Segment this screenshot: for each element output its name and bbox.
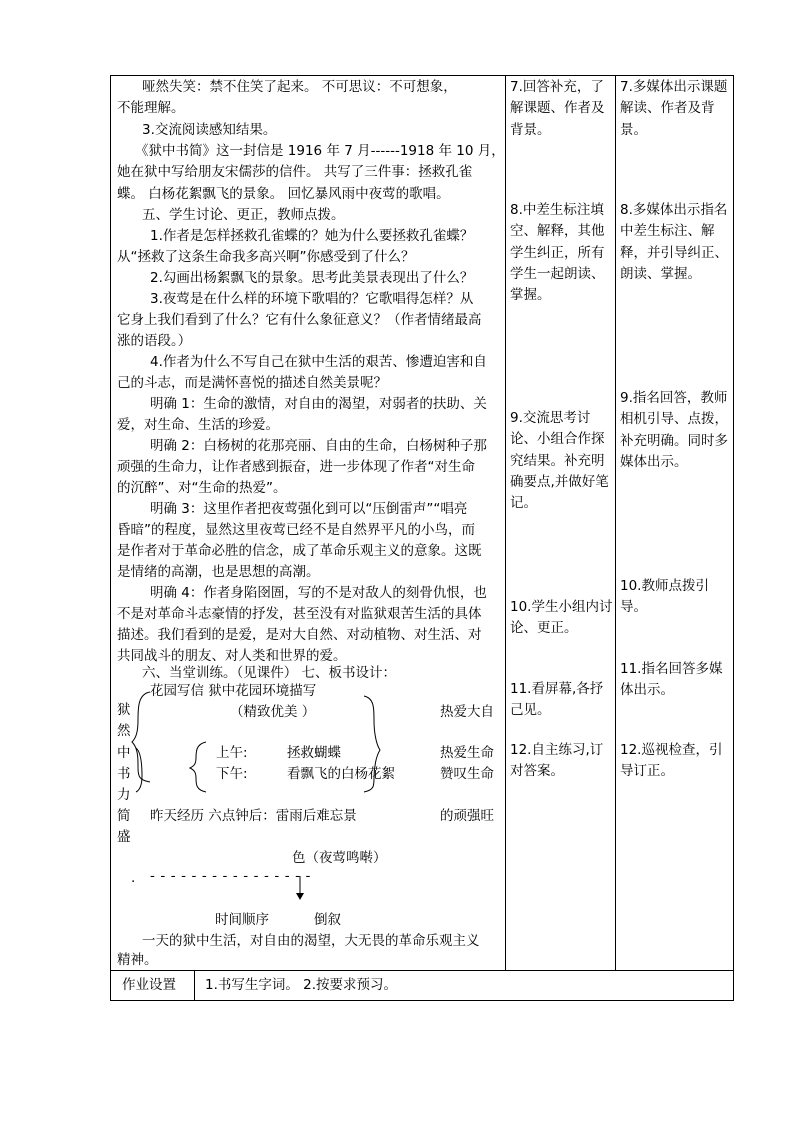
board-theme: 热爱生命 [440,745,494,761]
main-paragraph: 六、当堂训练。（见课件） 七、板书设计： [142,665,397,681]
main-paragraph: 明确 3：这里作者把夜莺强化到可以“压倒雷声”“唱亮 [150,501,468,517]
main-paragraph: 1.作者是怎样拯救孔雀蝶的？她为什么要拯救孔雀蝶？ [150,228,474,244]
homework-content: 1.书写生字词。 2.按要求预习。 [205,977,398,993]
teacher-activity-12: 12.巡视检查，引导订正。 [620,742,723,780]
column-divider-2 [615,75,616,971]
main-paragraph: 是作者对于革命必胜的信念，成了革命乐观主义的意象。这既 [117,543,482,559]
board-title-char: 力 [117,787,131,803]
teacher-activity-7: 7.多媒体出示课题解读、作者及背景。 [620,79,728,138]
homework-label: 作业设置 [122,977,176,993]
main-paragraph: 涨的语段。） [117,333,192,349]
table-border-right [733,75,734,1001]
footer-divider [194,970,195,1001]
table-border-bottom [110,1000,734,1001]
student-activity-10: 10.学生小组内讨论、更正。 [510,599,613,637]
board-flashback: 倒叙 [314,912,341,928]
board-top-line: 花园写信 狱中花园环境描写 [150,683,317,699]
main-paragraph: 蝶。 白杨花絮飘飞的景象。 回忆暴风雨中夜莺的歌唱。 [117,186,450,202]
teacher-activity-9: 9.指名回答，教师相机引导、点拨，补充明确。同时多媒体出示。 [620,390,728,470]
student-activity-12: 12.自主练习,订对答案。 [510,742,604,780]
teacher-activity-10: 10.教师点拨引导。 [620,578,709,616]
board-title-char: 书 [117,766,131,782]
main-paragraph: 描述。我们看到的是爱，是对大自然、对动植物、对生活、对 [117,627,482,643]
board-brackets [110,680,505,910]
board-title-char: 盛 [117,829,131,845]
main-paragraph: 是情绪的高潮，也是思想的高潮。 [117,564,320,580]
board-title-char: 狱 [117,702,131,718]
student-activity-9: 9.交流思考讨论、小组合作探究结果。补充明确要点,并做好笔记。 [510,410,609,512]
main-paragraph: 五、学生讨论、更正，教师点拨。 [142,207,345,223]
table-row-divider [110,970,734,971]
board-evening: 昨天经历 六点钟后：雷雨后难忘景 [150,808,357,824]
main-paragraph: 哑然失笑：禁不住笑了起来。 不可思议：不可想象， [142,79,457,95]
board-summary: 精神。 [117,952,158,968]
main-paragraph: 2.勾画出杨絮飘飞的景象。思考此美景表现出了什么？ [150,270,474,286]
board-title-char: 简 [117,808,131,824]
board-theme: 热爱大自 [440,704,494,720]
teacher-activity-8: 8.多媒体出示指名中差生标注、解释，并引导纠正、朗读、掌握。 [620,202,728,282]
board-am-label: 上午: [216,745,248,761]
main-paragraph: 明确 2：白杨树的花那亮丽、自由的生命，白杨树种子那 [150,438,487,454]
board-title-char: 中 [117,745,131,761]
board-theme: 赞叹生命 [440,766,494,782]
main-paragraph: 它身上我们看到了什么？它有什么象征意义？（作者情绪最高 [117,312,482,328]
main-paragraph: 顽强的生命力，让作者感到振奋，进一步体现了作者“对生命 [117,459,475,475]
main-paragraph: 4.作者为什么不写自己在狱中生活的艰苦、惨遭迫害和自 [150,354,487,370]
board-pm-event: 看飘飞的白杨花絮 [287,766,395,782]
board-color-line: 色（夜莺鸣啭） [292,850,387,866]
main-paragraph: 3.交流阅读感知结果。 [142,122,277,138]
table-border-top [110,75,734,76]
main-paragraph: 《狱中书简》这一封信是 1916 年 7 月------1918 年 10 月， [135,143,505,159]
main-paragraph: 她在狱中写给朋友宋儒莎的信件。 共写了三件事：拯救孔雀 [117,164,473,180]
board-pm-label: 下午: [216,766,248,782]
main-paragraph: 昏暗”的程度，显然这里夜莺已经不是自然界平凡的小鸟，而 [117,522,475,538]
student-activity-8: 8.中差生标注填空、解释，其他学生纠正，所有学生一起朗读、掌握。 [510,202,605,304]
board-order: 时间顺序 [215,912,269,928]
main-paragraph: 3.夜莺是在什么样的环境下歌唱的？它歌唱得怎样？从 [150,291,474,307]
board-am-event: 拯救蝴蝶 [287,745,341,761]
main-paragraph: 不能理解。 [117,100,185,116]
main-paragraph: 明确 1：生命的激情，对自由的渴望，对弱者的扶助、关 [150,396,487,412]
main-paragraph: 不是对革命斗志豪情的抒发，甚至没有对监狱艰苦生活的具体 [117,606,482,622]
board-subtitle: （精致优美 ） [230,704,316,720]
board-title-char: 然 [117,723,131,739]
column-divider-1 [505,75,506,971]
board-theme: 的顽强旺 [440,808,494,824]
main-paragraph: 爱，对生命、生活的珍爱。 [117,417,279,433]
main-paragraph: 己的斗志，而是满怀喜悦的描述自然美景呢？ [117,375,387,391]
main-paragraph: 共同战斗的朋友、对人类和世界的爱。 [117,648,347,664]
student-activity-11: 11.看屏幕,各抒己见。 [510,681,604,719]
student-activity-7: 7.回答补充，了解课题、作者及背景。 [510,79,605,138]
main-paragraph: 的沉醉”、对“生命的热爱”。 [117,480,287,496]
board-summary: 一天的狱中生活，对自由的渴望，大无畏的革命乐观主义 [142,933,480,949]
teacher-activity-11: 11.指名回答多媒体出示。 [620,661,723,699]
main-paragraph: 明确 4：作者身陷囹圄，写的不是对敌人的刻骨仇恨，也 [150,585,487,601]
board-dash-line: - - - - - - - - - - - - - - - - [150,868,311,884]
board-dot: . [131,870,136,886]
main-paragraph: 从“拯救了这条生命我多高兴啊”你感受到了什么？ [117,249,415,265]
